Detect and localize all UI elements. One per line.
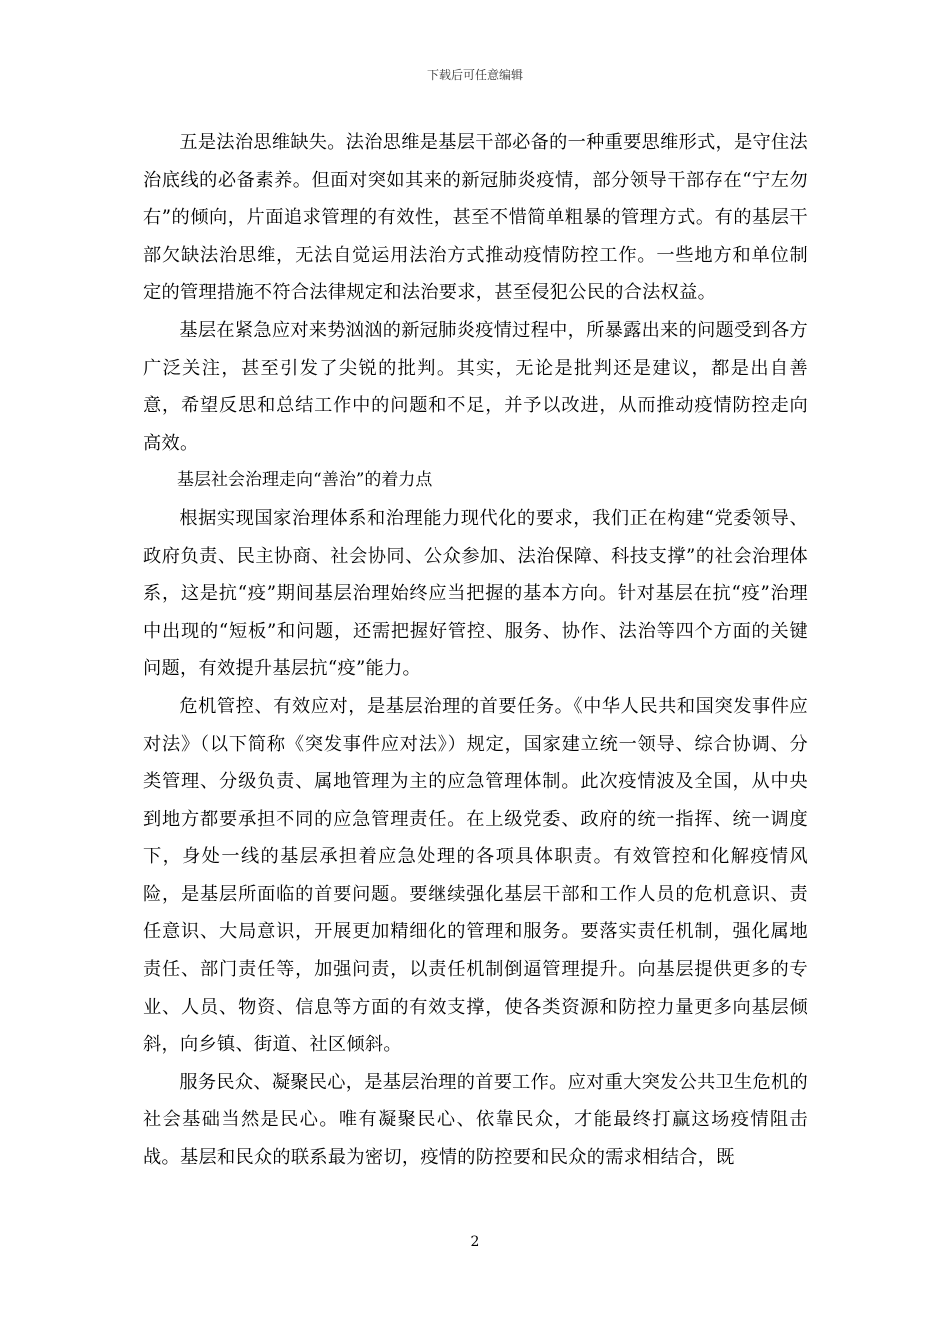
paragraph-rule-of-law: 五是法治思维缺失。法治思维是基层干部必备的一种重要思维形式，是守住法治底线的必备素养。但面对突如其来的新冠肺炎疫情，部分领导干部存在“宁左勿右”的倾向，片面追求管理的有效性，甚至不惜简单粗暴的管理方式。有的基层干部欠缺法治思维，无法自觉运用法治方式推动疫情防控工作。一些地方和单位制定的管理措施不符合法律规定和法治要求，甚至侵犯公民的合法权益。 <box>143 132 808 304</box>
document-body <box>143 124 808 1177</box>
page-header: 下载后可任意编辑 <box>426 68 523 82</box>
paragraph-problems-exposed: 基层在紧急应对来势汹汹的新冠肺炎疫情过程中，所暴露出来的问题受到各方广泛关注，甚至引发了尖锐的批判。其实，无论是批判还是建议，都是出自善意，希望反思和总结工作中的问题和不足，并予以改进，从而推动疫情防控走向高效。 <box>143 319 808 454</box>
paragraph-serve-public: 服务民众、凝聚民心，是基层治理的首要工作。应对重大突发公共卫生危机的社会基础当然是民心。唯有凝聚民心、依靠民众，才能最终打赢这场疫情阻击战。基层和民众的联系最为密切，疫情的防控要和民众的需求相结合，既 <box>143 1071 808 1169</box>
paragraph-governance-system: 根据实现国家治理体系和治理能力现代化的要求，我们正在构建“党委领导、政府负责、民主协商、社会协同、公众参加、法治保障、科技支撑”的社会治理体系，这是抗“疫”期间基层治理始终应当把握的基本方向。针对基层在抗“疫”治理中出现的“短板”和问题，还需把握好管控、服务、协作、法治等四个方面的关键问题，有效提升基层抗“疫”能力。 <box>143 507 808 680</box>
page-number: 2 <box>470 1234 480 1250</box>
section-heading: 基层社会治理走向“善治”的着力点 <box>177 470 433 491</box>
paragraph-crisis-control: 危机管控、有效应对，是基层治理的首要任务。《中华人民共和国突发事件应对法》（以下简称《突发事件应对法》）规定，国家建立统一领导、综合协调、分类管理、分级负责、属地管理为主的应急管理体制。此次疫情波及全国，从中央到地方都要承担不同的应急管理责任。在上级党委、政府的统一指挥、统一调度下，身处一线的基层承担着应急处理的各项具体职责。有效管控和化解疫情风险，是基层所面临的首要问题。要继续强化基层干部和工作人员的危机意识、责任意识、大局意识，开展更加精细化的管理和服务。要落实责任机制，强化属地责任、部门责任等，加强问责，以责任机制倒逼管理提升。向基层提供更多的专业、人员、物资、信息等方面的有效支撑，使各类资源和防控力量更多向基层倾斜，向乡镇、街道、社区倾斜。 <box>143 695 808 1056</box>
